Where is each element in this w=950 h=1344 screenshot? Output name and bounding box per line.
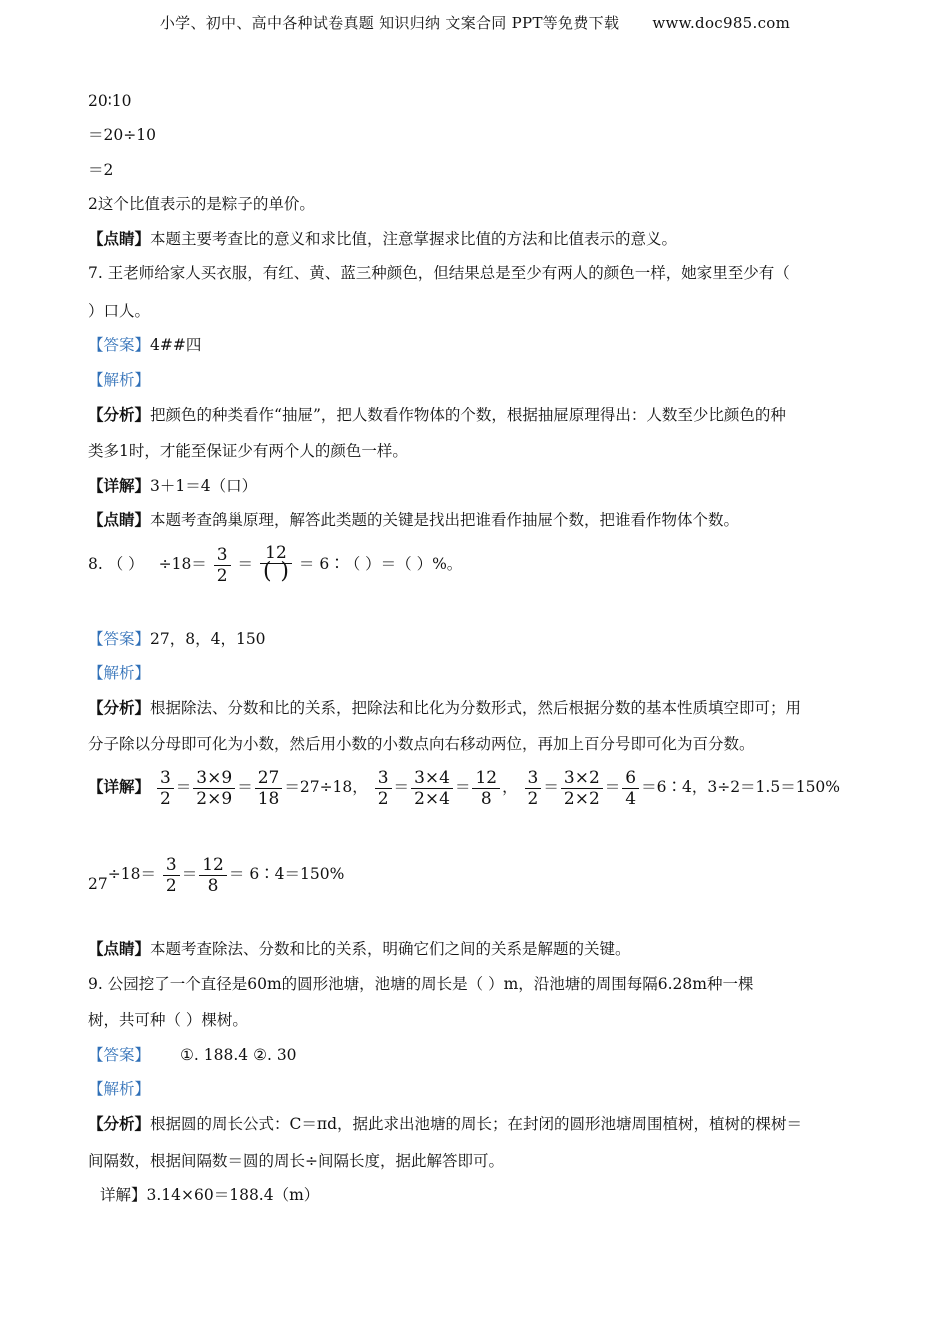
answer-7: 【答案】4##四 xyxy=(88,336,202,354)
blank-box xyxy=(263,564,289,582)
jiexi-7: 【解析】 xyxy=(88,371,151,389)
fenxi-7-line-1: 【分析】把颜色的种类看作“抽屉”，把人数看作物体的个数，根据抽屉原理得出：人数至少比颜色的种 xyxy=(88,405,786,424)
fenxi-8-line-1: 【分析】根据除法、分数和比的关系，把除法和比化为分数形式，然后根据分数的基本性质填空即可；用 xyxy=(88,698,802,717)
fenxi-9-line-1: 【分析】根据圆的周长公式：C＝πd，据此求出池塘的周长；在封闭的圆形池塘周围植树，植树的棵树＝ xyxy=(88,1114,802,1133)
fraction: $\frac{3}{2}$ xyxy=(214,545,231,586)
fenxi-9-line-2: 间隔数，根据间隔数＝圆的周长÷间隔长度，据此解答即可。 xyxy=(88,1152,504,1170)
jiexi-8: 【解析】 xyxy=(88,664,151,682)
question-7-line-1: 7. 王老师给家人买衣服，有红、黄、蓝三种颜色，但结果总是至少有两人的颜色一样，她家里至少有（ xyxy=(88,264,790,282)
jiexi-9: 【解析】 xyxy=(88,1080,151,1098)
xiangjie-8: 【详解】 $\frac{3}{2}$ ＝ $\frac{3\times 9}{2\times 9}$ ＝ $\frac{27}{18}$ ＝27÷18， $\frac{3}{2}$ ＝ $\frac{3\times 4}{2\times 4}$ ＝ $\frac{12}{8}$ ， $\frac{3}{2}$ ＝ $\frac{3\times 2}{2\times 2}$ ＝ $\frac{6}{4}$ ＝6∶4，3÷2＝1.5＝150% xyxy=(88,767,841,809)
dianjing-7: 【点睛】本题考查鸽巢原理，解答此类题的关键是找出把谁看作抽屉个数，把谁看作物体个数。 xyxy=(88,510,740,529)
calc-line-2: ＝20÷10 xyxy=(88,126,156,144)
header-text: 小学、初中、高中各种试卷真题 知识归纳 文案合同 PPT等免费下载 xyxy=(159,14,620,32)
calc-line-1: 20∶10 xyxy=(88,92,132,110)
calc-line-3: ＝2 xyxy=(88,161,114,179)
fenxi-7-line-2: 类多1时，才能至保证少有两个人的颜色一样。 xyxy=(88,442,408,460)
dianjing-8: 【点睛】本题考查除法、分数和比的关系，明确它们之间的关系是解题的关键。 xyxy=(88,939,631,958)
answer-8: 【答案】27，8，4，150 xyxy=(88,630,266,648)
xiangjie-9: 详解】3.14×60＝188.4（m） xyxy=(100,1186,320,1204)
summary-equation: 27÷18＝ $\frac{3}{2}$ ＝ $\frac{12}{8}$ ＝ 6∶4＝150% xyxy=(88,854,345,896)
question-9-line-2: 树，共可种（ ）棵树。 xyxy=(88,1011,248,1029)
question-8: 8. （ ） ÷18＝ $\frac{3}{2}$ ＝ 12 ( ) ＝ 6∶（ ）＝（ ）%。 xyxy=(88,542,462,587)
answer-9: 【答案】 ①. 188.4 ②. 30 xyxy=(88,1046,297,1064)
calc-line-4: 2这个比值表示的是粽子的单价。 xyxy=(88,195,315,213)
question-9-line-1: 9. 公园挖了一个直径是60m的圆形池塘，池塘的周长是（ ）m，沿池塘的周围每隔6.28m种一棵 xyxy=(88,975,754,993)
page-header xyxy=(0,12,950,33)
question-7-line-2: ）口人。 xyxy=(88,302,151,320)
fenxi-8-line-2: 分子除以分母即可化为小数，然后用小数的小数点向右移动两位，再加上百分号即可化为百分数。 xyxy=(88,735,755,753)
header-url[interactable]: www.doc985.com xyxy=(652,14,791,32)
dianjing-6: 【点睛】本题主要考查比的意义和求比值，注意掌握求比值的方法和比值表示的意义。 xyxy=(88,229,678,248)
xiangjie-7: 【详解】3＋1＝4（口） xyxy=(88,476,258,495)
fraction-blank: 12 ( ) xyxy=(260,543,292,587)
